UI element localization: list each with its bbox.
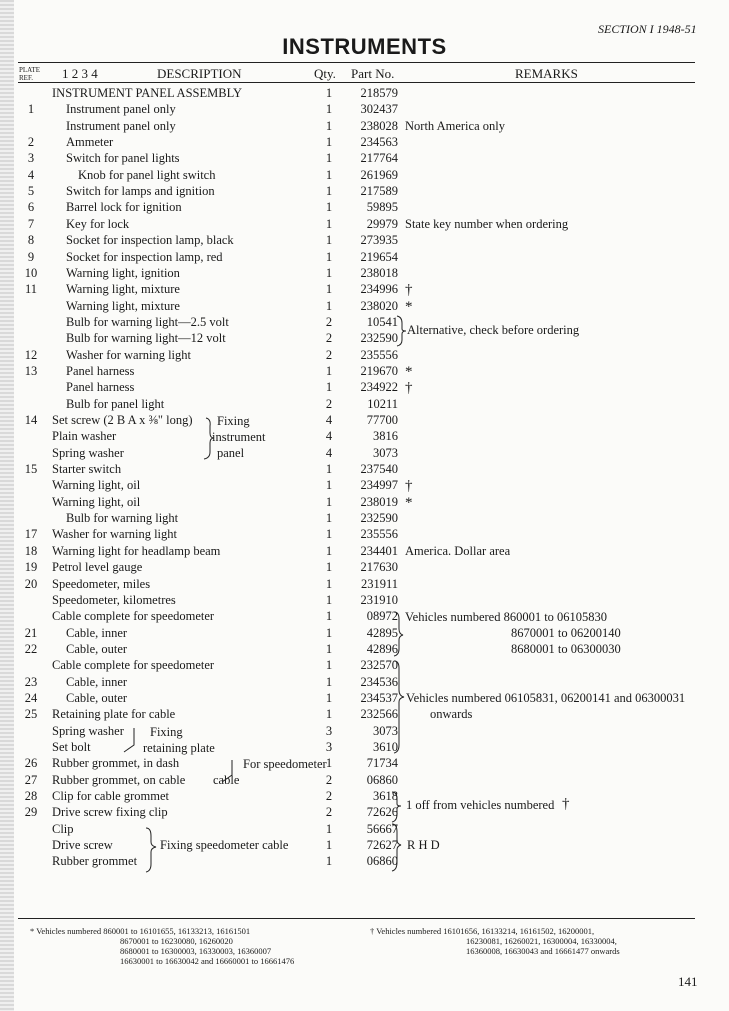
qty-cell: 1 [325, 838, 333, 853]
part-number-cell: 238028 [360, 118, 398, 133]
qty-cell: 1 [325, 118, 333, 133]
remarks-cell: * [405, 494, 413, 511]
table-row [0, 773, 729, 789]
part-number-cell: 3073 [373, 445, 398, 460]
table-row [0, 789, 729, 805]
table-row [0, 577, 729, 593]
qty-cell: 1 [325, 821, 333, 836]
description-cell: Socket for inspection lamp, black [66, 233, 234, 248]
table-row [0, 86, 729, 102]
part-number-cell: 232570 [360, 658, 398, 673]
description-cell: Plain washer [52, 429, 117, 444]
ref-cell: 22 [24, 641, 38, 656]
qty-cell: 1 [325, 151, 333, 166]
part-number-cell: 217589 [360, 184, 398, 199]
qty-cell: 1 [325, 511, 333, 526]
description-cell: Warning light, ignition [66, 265, 180, 280]
part-number-cell: 72627 [366, 838, 398, 853]
description-header: DESCRIPTION [157, 66, 242, 81]
part-number-cell: 59895 [366, 200, 398, 215]
bracket-fixing-b: Fixing [150, 725, 183, 739]
description-cell: Switch for lamps and ignition [66, 184, 215, 199]
qty-cell: 2 [325, 314, 333, 329]
part-number-cell: 234996 [360, 282, 398, 297]
remark-vehicles-a: Vehicles numbered 860001 to 06105830 [405, 610, 608, 624]
description-cell: Speedometer, miles [52, 576, 151, 591]
ref-cell: 19 [24, 560, 38, 575]
qty-cell: 1 [325, 216, 333, 231]
bracket-for-speedometer: For speedometer [243, 757, 327, 771]
table-row [0, 478, 729, 494]
description-cell: Socket for inspection lamp, red [66, 249, 223, 264]
qty-cell: 4 [325, 413, 333, 427]
table-row [0, 348, 729, 364]
description-cell: Retaining plate for cable [52, 707, 176, 722]
table-row [0, 724, 729, 740]
ref-cell: 21 [24, 625, 38, 640]
description-cell: Bulb for warning light [66, 511, 179, 526]
part-number-cell: 71734 [366, 756, 398, 771]
remarks-header: REMARKS [515, 66, 578, 81]
bracket-retaining-plate: retaining plate [143, 741, 215, 755]
ref-cell: 18 [24, 543, 38, 558]
ref-cell: 23 [24, 674, 38, 689]
description-cell: INSTRUMENT PANEL ASSEMBLY [52, 86, 242, 100]
qty-cell: 1 [325, 609, 333, 624]
qty-header: Qty. [314, 66, 336, 81]
ref-cell: 29 [24, 805, 38, 820]
part-number-cell: 218579 [360, 86, 398, 100]
description-cell: Bulb for warning light—12 volt [66, 331, 226, 346]
remark-vehicles-onwards: Vehicles numbered 06105831, 06200141 and 06300031 [406, 691, 686, 705]
table-row [0, 315, 729, 331]
bracket-fixing-2: instrument [212, 430, 266, 444]
part-number-cell: 232566 [360, 707, 398, 722]
header-rule-top [18, 62, 695, 63]
ref-cell: 12 [24, 347, 38, 362]
description-cell: Rubber grommet, on cable [52, 772, 186, 787]
description-cell: Cable, outer [66, 690, 128, 705]
qty-cell: 1 [325, 478, 333, 493]
part-number-cell: 232590 [360, 511, 398, 526]
part-number-cell: 56667 [366, 821, 398, 836]
qty-cell: 2 [325, 347, 333, 362]
footnote-line: * Vehicles numbered 860001 to 16101655, 16133213, 16161501 [30, 926, 251, 936]
qty-cell: 1 [325, 494, 333, 509]
part-number-cell: 235556 [360, 347, 398, 362]
ref-cell: 8 [27, 233, 35, 248]
table-row [0, 511, 729, 527]
part-number-cell: 10541 [366, 314, 398, 329]
description-cell: Drive screw [52, 838, 113, 853]
table-row [0, 756, 729, 772]
ref-cell: 26 [24, 756, 38, 771]
ref-cell: 10 [24, 265, 38, 280]
table-row [0, 233, 729, 249]
table-row [0, 495, 729, 511]
description-cell: Bulb for warning light—2.5 volt [66, 314, 229, 329]
description-cell: Warning light, oil [52, 478, 141, 493]
table-row [0, 266, 729, 282]
table-row [0, 544, 729, 560]
table-row [0, 282, 729, 298]
description-cell: Knob for panel light switch [78, 167, 216, 182]
remark-onwards: onwards [430, 707, 473, 721]
part-number-cell: 302437 [360, 102, 398, 117]
part-number-cell: 234997 [360, 478, 398, 493]
footnote-line: 16630001 to 16630042 and 16660001 to 16661476 [120, 956, 295, 966]
description-cell: Rubber grommet, in dash [52, 756, 180, 771]
qty-cell: 1 [325, 641, 333, 656]
part-number-cell: 3073 [373, 723, 398, 738]
qty-cell: 1 [325, 363, 333, 378]
bracket-fixing-speedo-cable: Fixing speedometer cable [160, 838, 289, 852]
table-row [0, 838, 729, 854]
description-cell: Warning light, oil [52, 494, 141, 509]
remark-vehicles-c: 8680001 to 06300030 [511, 642, 621, 656]
part-number-cell: 261969 [360, 167, 398, 182]
part-number-cell: 42895 [366, 625, 398, 640]
plate-numbers-header: 1 2 3 4 [62, 66, 98, 81]
description-cell: Switch for panel lights [66, 151, 180, 166]
footnote-line: 8680001 to 16300003, 16330003, 16360007 [120, 946, 272, 956]
table-row [0, 299, 729, 315]
qty-cell: 1 [325, 135, 333, 150]
footnote-line: 16360008, 16630043 and 16661477 onwards [466, 946, 620, 956]
ref-cell: 2 [27, 135, 35, 150]
description-cell: Washer for warning light [66, 347, 191, 362]
section-label: SECTION I 1948-51 [598, 22, 697, 36]
footnote-rule [18, 918, 695, 919]
part-number-cell: 234563 [360, 135, 398, 150]
description-cell: Barrel lock for ignition [66, 200, 182, 215]
part-number-cell: 06860 [366, 854, 398, 869]
qty-cell: 1 [325, 527, 333, 542]
qty-cell: 3 [325, 740, 333, 754]
table-row [0, 446, 729, 462]
ref-cell: 25 [24, 707, 38, 722]
page-title: INSTRUMENTS [282, 34, 447, 59]
table-row [0, 609, 729, 625]
part-number-cell: 72626 [366, 805, 398, 820]
qty-cell: 3 [325, 723, 333, 738]
qty-cell: 1 [325, 102, 333, 117]
qty-cell: 1 [325, 200, 333, 215]
footnote-line: 16230081, 16260021, 16300004, 16330004, [466, 936, 617, 946]
table-row [0, 151, 729, 167]
qty-cell: 1 [325, 707, 333, 722]
description-cell: Washer for warning light [52, 527, 177, 542]
table-row [0, 593, 729, 609]
ref-cell: 13 [24, 363, 38, 378]
table-row [0, 429, 729, 445]
bracket-fixing-1: Fixing [217, 414, 250, 428]
part-number-cell: 217630 [360, 560, 398, 575]
description-cell: Cable, inner [66, 625, 128, 640]
description-cell: Set screw (2 B A x ⅜" long) [52, 413, 193, 427]
table-row [0, 184, 729, 200]
description-cell: Spring washer [52, 723, 124, 738]
qty-cell: 2 [325, 805, 333, 820]
part-number-cell: 273935 [360, 233, 398, 248]
remarks-cell: * [405, 298, 413, 315]
footnote-line: † Vehicles numbered 16101656, 16133214, 16161502, 16200001, [370, 926, 595, 936]
table-row [0, 560, 729, 576]
remark-rhd: R H D [407, 838, 440, 852]
plate-ref-label: PLATE REF. [19, 66, 40, 82]
qty-cell: 1 [325, 674, 333, 689]
qty-cell: 1 [325, 690, 333, 705]
qty-cell: 1 [325, 184, 333, 199]
table-row [0, 527, 729, 543]
part-number-cell: 234536 [360, 674, 398, 689]
page-number: 141 [678, 974, 698, 989]
description-cell: Instrument panel only [66, 118, 176, 133]
ref-cell: 3 [27, 151, 35, 166]
part-number-cell: 238020 [360, 298, 398, 313]
description-cell: Speedometer, kilometres [52, 592, 176, 607]
description-cell: Cable, outer [66, 641, 128, 656]
part-number-cell: 219670 [360, 363, 398, 378]
remarks-cell: North America only [405, 118, 505, 133]
qty-cell: 2 [325, 331, 333, 346]
qty-cell: 1 [325, 560, 333, 575]
ref-cell: 17 [24, 527, 38, 542]
part-number-cell: 231910 [360, 592, 398, 607]
qty-cell: 1 [325, 380, 333, 395]
part-no-header: Part No. [351, 66, 395, 81]
table-row [0, 135, 729, 151]
part-number-cell: 3816 [373, 429, 398, 444]
qty-cell: 2 [325, 396, 333, 411]
ref-cell: 7 [27, 216, 35, 231]
ref-cell: 20 [24, 576, 38, 591]
qty-cell: 1 [325, 854, 333, 869]
ref-cell: 28 [24, 789, 38, 804]
table-row [0, 675, 729, 691]
table-row [0, 462, 729, 478]
description-cell: Rubber grommet [52, 854, 138, 869]
remarks-cell: † [405, 380, 413, 397]
ref-cell: 27 [24, 772, 38, 787]
part-number-cell: 42896 [366, 641, 398, 656]
part-number-cell: 10211 [367, 396, 398, 411]
part-number-cell: 235556 [360, 527, 398, 542]
ref-cell: 6 [27, 200, 35, 215]
qty-cell: 1 [325, 282, 333, 297]
description-cell: Cable complete for speedometer [52, 658, 215, 673]
description-cell: Key for lock [66, 216, 130, 231]
ref-cell: 15 [24, 462, 38, 477]
remark-vehicles-b: 8670001 to 06200140 [511, 626, 621, 640]
part-number-cell: 237540 [360, 462, 398, 477]
remarks-cell: * [405, 363, 413, 380]
ref-cell: 5 [27, 184, 35, 199]
remark-off-from: 1 off from vehicles numbered [406, 798, 555, 812]
table-row [0, 707, 729, 723]
bracket-cable: cable [213, 773, 240, 787]
table-row [0, 658, 729, 674]
description-cell: Cable, inner [66, 674, 128, 689]
table-row [0, 331, 729, 347]
description-cell: Ammeter [66, 135, 114, 150]
qty-cell: 1 [325, 298, 333, 313]
ref-cell: 4 [27, 167, 35, 182]
qty-cell: 1 [325, 543, 333, 558]
qty-cell: 1 [325, 592, 333, 607]
description-cell: Panel harness [66, 363, 135, 378]
qty-cell: 1 [325, 86, 333, 100]
remark-alternative: Alternative, check before ordering [407, 323, 580, 337]
qty-cell: 1 [325, 233, 333, 248]
table-row [0, 740, 729, 756]
table-row [0, 380, 729, 396]
bracket-fixing-3: panel [217, 446, 245, 460]
remarks-cell: State key number when ordering [405, 216, 569, 231]
part-number-cell: 234922 [360, 380, 398, 395]
ref-cell: 11 [24, 282, 38, 297]
part-number-cell: 219654 [360, 249, 398, 264]
qty-cell: 1 [325, 756, 333, 771]
header-rule-bottom [18, 82, 695, 83]
description-cell: Set bolt [52, 740, 91, 754]
description-cell: Drive screw fixing clip [52, 805, 168, 820]
remarks-cell: America. Dollar area [405, 543, 511, 558]
description-cell: Instrument panel only [66, 102, 176, 117]
description-cell: Clip [52, 821, 74, 836]
table-row [0, 119, 729, 135]
table-row [0, 413, 729, 429]
table-row [0, 200, 729, 216]
ref-cell: 24 [24, 690, 38, 705]
table-row [0, 102, 729, 118]
part-number-cell: 234401 [360, 543, 398, 558]
part-number-cell: 3618 [373, 789, 398, 804]
part-number-cell: 06860 [366, 772, 398, 787]
table-row [0, 364, 729, 380]
qty-cell: 1 [325, 167, 333, 182]
description-cell: Starter switch [52, 462, 122, 477]
qty-cell: 1 [325, 658, 333, 673]
description-cell: Spring washer [52, 445, 124, 460]
qty-cell: 4 [325, 445, 333, 460]
remark-dagger: † [562, 796, 570, 812]
ref-cell: 14 [24, 413, 38, 427]
description-cell: Petrol level gauge [52, 560, 143, 575]
part-number-cell: 238019 [360, 494, 398, 509]
table-row [0, 822, 729, 838]
table-row [0, 168, 729, 184]
qty-cell: 1 [325, 249, 333, 264]
qty-cell: 1 [325, 265, 333, 280]
qty-cell: 2 [325, 772, 333, 787]
description-cell: Warning light, mixture [66, 298, 180, 313]
table-row [0, 854, 729, 870]
description-cell: Warning light, mixture [66, 282, 180, 297]
description-cell: Cable complete for speedometer [52, 609, 215, 624]
part-number-cell: 08972 [366, 609, 398, 624]
remarks-cell: † [405, 478, 413, 495]
qty-cell: 1 [325, 462, 333, 477]
table-row [0, 250, 729, 266]
remarks-cell: † [405, 282, 413, 299]
part-number-cell: 234537 [360, 690, 398, 705]
description-cell: Clip for cable grommet [52, 789, 169, 804]
table-row [0, 397, 729, 413]
description-cell: Panel harness [66, 380, 135, 395]
table-row [0, 217, 729, 233]
part-number-cell: 238018 [360, 265, 398, 280]
part-number-cell: 217764 [360, 151, 398, 166]
qty-cell: 1 [325, 576, 333, 591]
part-number-cell: 77700 [366, 413, 398, 427]
qty-cell: 1 [325, 625, 333, 640]
part-number-cell: 231911 [360, 576, 398, 591]
part-number-cell: 29979 [366, 216, 398, 231]
ref-cell: 1 [27, 102, 35, 117]
qty-cell: 4 [325, 429, 333, 444]
part-number-cell: 232590 [360, 331, 398, 346]
footnote-line: 8670001 to 16230080, 16260020 [120, 936, 233, 946]
part-number-cell: 3610 [373, 740, 398, 754]
description-cell: Warning light for headlamp beam [52, 543, 221, 558]
table-row [0, 805, 729, 821]
ref-cell: 9 [27, 249, 35, 264]
description-cell: Bulb for panel light [66, 396, 165, 411]
qty-cell: 2 [325, 789, 333, 804]
